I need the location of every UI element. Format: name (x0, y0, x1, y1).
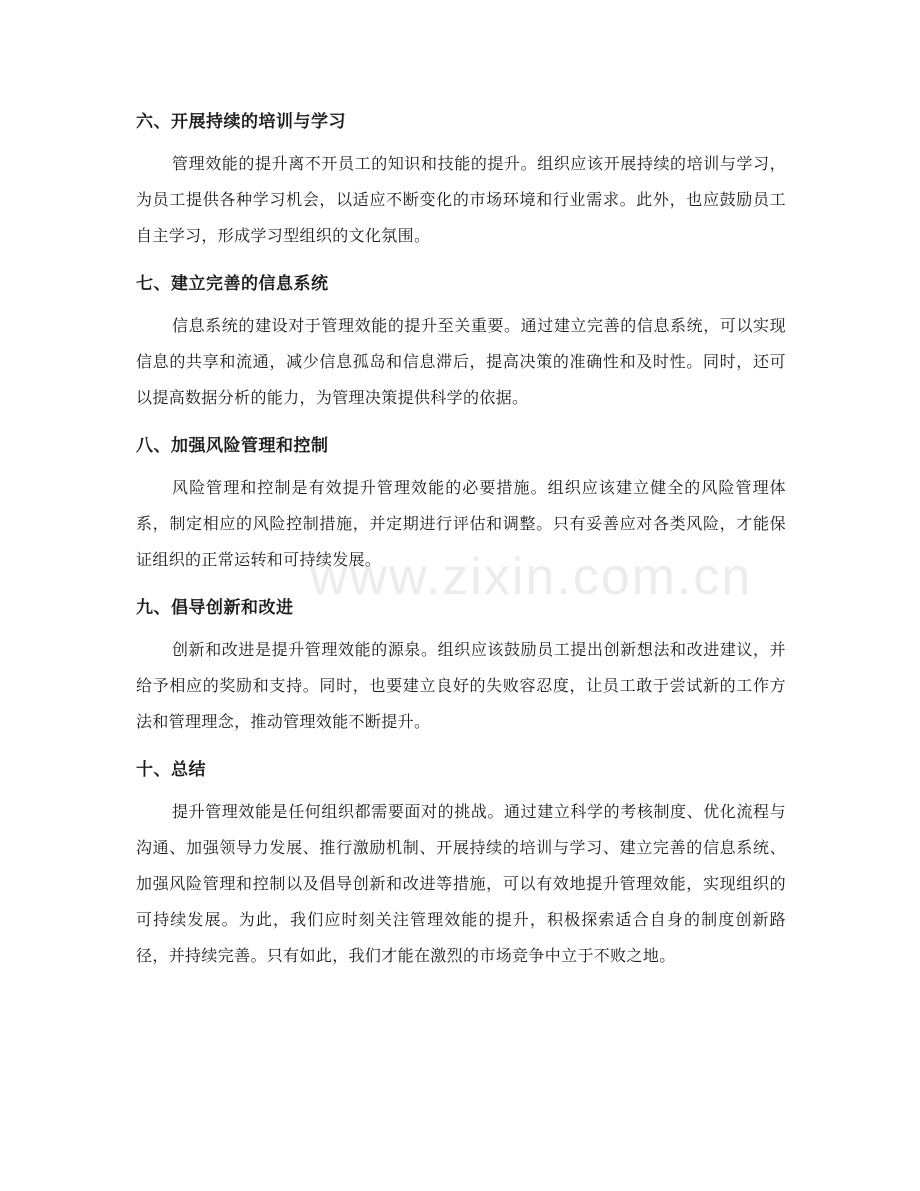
section-paragraph-7: 信息系统的建设对于管理效能的提升至关重要。通过建立完善的信息系统，可以实现信息的共享和流通，减少信息孤岛和信息滞后，提高决策的准确性和及时性。同时，还可以提高数据分析的能力，为管理决策提供科学的依据。 (136, 316, 786, 407)
watermark-text: www.zixin.com.cn (310, 548, 753, 606)
section-heading-6: 六、开展持续的培训与学习 (136, 112, 346, 132)
document-content (136, 104, 786, 986)
section-heading-10: 十、总结 (136, 760, 206, 780)
section-paragraph-10: 提升管理效能是任何组织都需要面对的挑战。通过建立科学的考核制度、优化流程与沟通、加强领导力发展、推行激励机制、开展持续的培训与学习、建立完善的信息系统、加强风险管理和控制以及倡导创新和改进等措施，可以有效地提升管理效能，实现组织的可持续发展。为此，我们应时刻关注管理效能的提升，积极探索适合自身的制度创新路径，并持续完善。只有如此，我们才能在激烈的市场竞争中立于不败之地。 (136, 802, 786, 965)
section-heading-8: 八、加强风险管理和控制 (136, 436, 329, 456)
section-heading-9: 九、倡导创新和改进 (136, 598, 294, 618)
section-paragraph-9: 创新和改进是提升管理效能的源泉。组织应该鼓励员工提出创新想法和改进建议，并给予相应的奖励和支持。同时，也要建立良好的失败容忍度，让员工敢于尝试新的工作方法和管理理念，推动管理效能不断提升。 (136, 640, 786, 731)
section-heading-7: 七、建立完善的信息系统 (136, 274, 329, 294)
section-paragraph-8: 风险管理和控制是有效提升管理效能的必要措施。组织应该建立健全的风险管理体系，制定相应的风险控制措施，并定期进行评估和调整。只有妥善应对各类风险，才能保证组织的正常运转和可持续发展。 (136, 478, 786, 569)
section-paragraph-6: 管理效能的提升离不开员工的知识和技能的提升。组织应该开展持续的培训与学习，为员工提供各种学习机会，以适应不断变化的市场环境和行业需求。此外，也应鼓励员工自主学习，形成学习型组织的文化氛围。 (136, 154, 786, 245)
